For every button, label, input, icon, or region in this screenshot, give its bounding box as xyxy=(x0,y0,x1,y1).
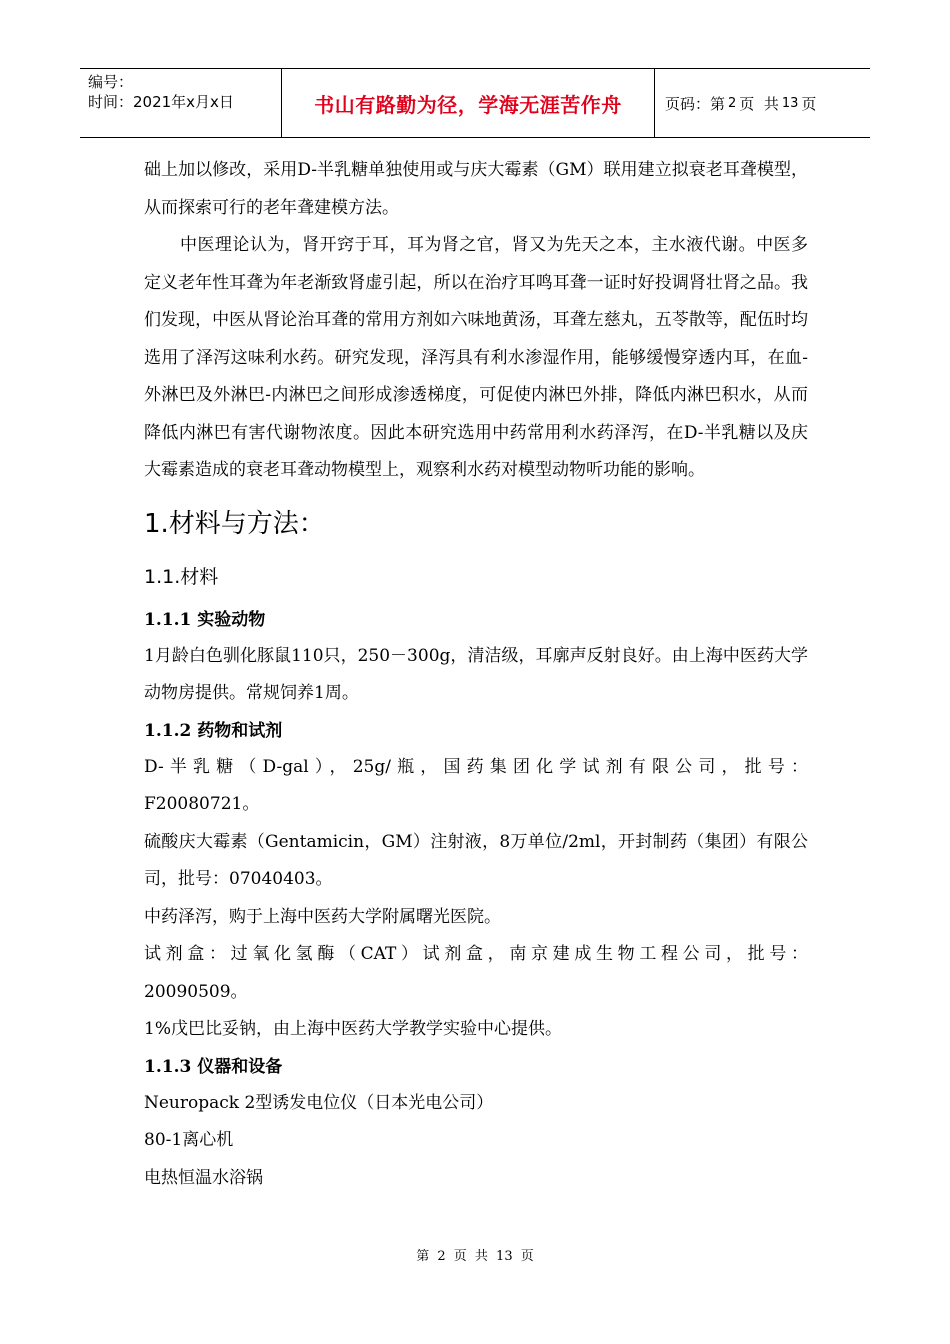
reagent-d-gal-line1: D-半乳糖（D-gal），25g/瓶，国药集团化学试剂有限公司，批号： xyxy=(144,756,808,777)
heading-experimental-animals: 1.1.1 实验动物 xyxy=(144,609,266,630)
reagent-gentamicin: 硫酸庆大霉素（Gentamicin，GM）注射液，8万单位/2ml，开封制药（集团）有限公司，批号：07040403。 xyxy=(144,831,808,889)
page-prefix: 页码：第 xyxy=(665,94,726,113)
page-current: 2 xyxy=(728,95,737,111)
reagent-d-gal-line2: F20080721。 xyxy=(144,794,260,814)
page-suffix: 页 xyxy=(801,94,817,113)
heading-equipment: 1.1.3 仪器和设备 xyxy=(144,1056,283,1077)
header-motto: 书山有路勤为径，学海无涯苦作舟 xyxy=(282,69,655,137)
equipment-item: 电热恒温水浴锅 xyxy=(144,1167,263,1188)
paragraph-experimental-animals: 1月龄白色驯化豚鼠110只，250－300g，清洁级，耳廓声反射良好。由上海中医药大学动物房提供。常规饲养1周。 xyxy=(144,645,808,703)
reagent-cat-kit-line2: 20090509。 xyxy=(144,981,248,1002)
subsection-heading-materials: 1.1.材料 xyxy=(144,565,219,588)
page-total: 13 xyxy=(781,95,799,111)
header-meta xyxy=(80,69,282,137)
page-header xyxy=(80,68,870,138)
page-mid: 页 共 xyxy=(739,94,779,113)
header-page-info xyxy=(655,69,870,137)
paragraph-tcm-theory: 中医理论认为，肾开窍于耳，耳为肾之官，肾又为先天之本，主水液代谢。中医多定义老年性耳聋为年老渐致肾虚引起，所以在治疗耳鸣耳聋一证时好投调肾壮肾之品。我们发现，中医从肾论治耳聋的常用方剂如六味地黄汤，耳聋左慈丸，五苓散等，配伍时均选用了泽泻这味利水药。研究发现，泽泻具有利水渗湿作用，能够缓慢穿透内耳，在血-外淋巴及外淋巴-内淋巴之间形成渗透梯度，可促使内淋巴外排，降低内淋巴积水，从而降低内淋巴有害代谢物浓度。因此本研究选用中药常用利水药泽泻，在D-半乳糖以及庆大霉素造成的衰老耳聋动物模型上，观察利水药对模型动物听功能的影响。 xyxy=(144,235,808,480)
paragraph-intro-continued: 础上加以修改，采用D-半乳糖单独使用或与庆大霉素（GM）联用建立拟衰老耳聋模型，从而探索可行的老年聋建模方法。 xyxy=(144,160,808,218)
reagent-pentobarbital: 1%戊巴比妥钠，由上海中医药大学教学实验中心提供。 xyxy=(144,1019,562,1039)
equipment-item: Neuropack 2型诱发电位仪（日本光电公司） xyxy=(144,1092,494,1113)
document-date-label: 时间：2021年x月x日 xyxy=(88,93,234,111)
document-number-label: 编号： xyxy=(88,73,134,91)
reagent-alisma: 中药泽泻，购于上海中医药大学附属曙光医院。 xyxy=(144,906,501,927)
page-footer: 第 2 页 共 13 页 xyxy=(416,1249,534,1264)
equipment-item: 80-1离心机 xyxy=(144,1130,234,1150)
document-body xyxy=(144,152,808,1197)
heading-drugs-reagents: 1.1.2 药物和试剂 xyxy=(144,720,283,741)
section-heading-materials-methods: 1.材料与方法： xyxy=(144,508,325,539)
reagent-cat-kit-line1: 试剂盒：过氧化氢酶（CAT）试剂盒，南京建成生物工程公司，批号： xyxy=(144,944,808,964)
